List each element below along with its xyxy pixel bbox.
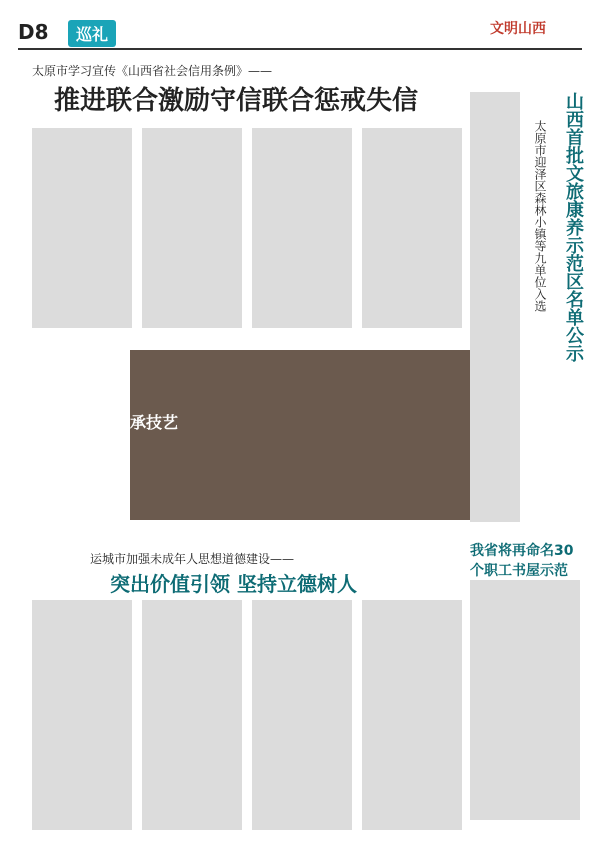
right-column-text [470, 92, 520, 522]
right-story2-text [470, 580, 580, 820]
photo [130, 350, 470, 520]
bottom-kicker: 运城市加强未成年人思想道德建设—— [90, 552, 295, 566]
photo-caption-title: 巧手匠心传承技艺 [50, 413, 179, 432]
logo: 文明山西 [490, 21, 546, 37]
bottom-column-1 [32, 600, 132, 830]
top-column-1 [32, 128, 132, 328]
right-story2-title: 我省将再命名30个职工书屋示范 [470, 543, 574, 579]
header-rule [18, 48, 582, 50]
bottom-title: 突出价值引领 坚持立德树人 [110, 572, 357, 596]
top-column-3 [252, 128, 352, 328]
bottom-column-2 [142, 600, 242, 830]
page-number: D8 [18, 20, 49, 44]
top-column-2 [142, 128, 242, 328]
right-title: 山西首批文旅康养示范区名单公示 [563, 92, 584, 362]
bottom-column-3 [252, 600, 352, 830]
top-column-4 [362, 128, 462, 328]
top-title: 推进联合激励守信联合惩戒失信 [54, 86, 419, 116]
top-kicker: 太原市学习宣传《山西省社会信用条例》—— [32, 64, 273, 78]
section-badge: 巡礼 [68, 20, 116, 47]
bottom-column-4 [362, 600, 462, 830]
right-subtitle: 太原市迎泽区森林小镇等九单位入选 [533, 120, 547, 312]
